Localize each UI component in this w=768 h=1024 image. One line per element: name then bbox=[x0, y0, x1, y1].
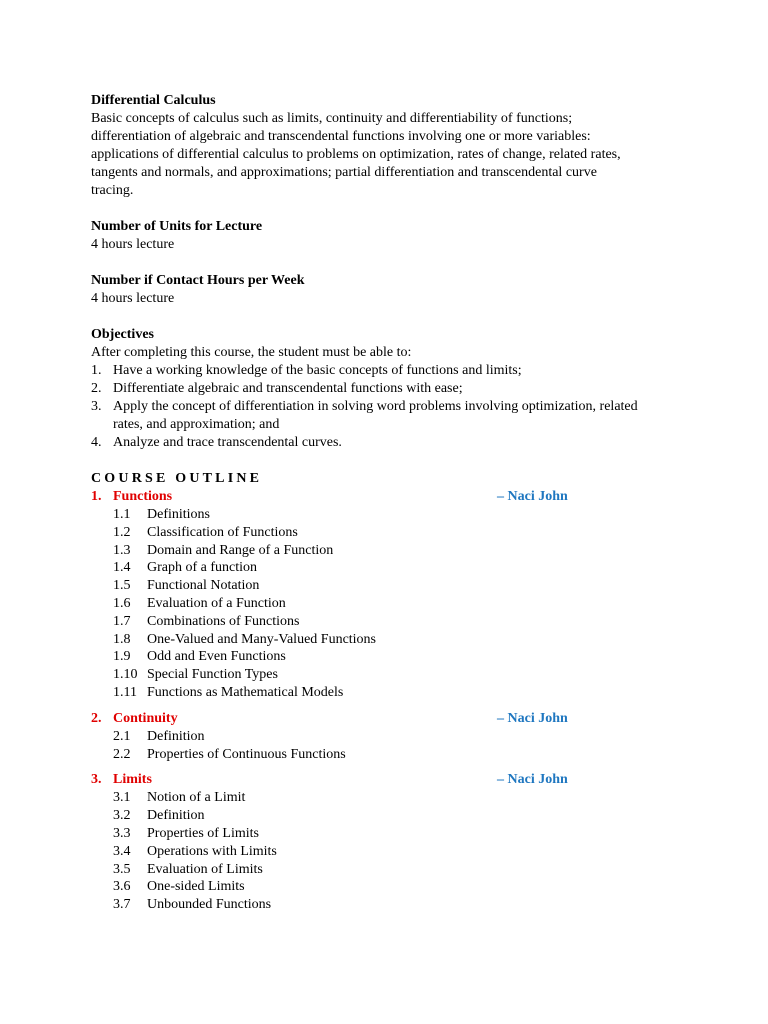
objectives-heading: Objectives bbox=[91, 327, 154, 342]
section-author: – Naci John bbox=[497, 710, 568, 726]
topic-item bbox=[91, 728, 691, 746]
objective-number: 3. bbox=[91, 399, 102, 414]
topic-name: Notion of a Limit bbox=[147, 790, 246, 806]
topic-number: 1.9 bbox=[113, 649, 131, 665]
contact-hours-heading: Number if Contact Hours per Week bbox=[91, 273, 305, 288]
topic-item bbox=[91, 861, 691, 879]
section-author: – Naci John bbox=[497, 772, 568, 788]
objective-text: Differentiate algebraic and transcendental functions with ease; bbox=[113, 381, 463, 396]
topic-number: 1.6 bbox=[113, 595, 131, 611]
description-line: Basic concepts of calculus such as limits, continuity and differentiability of functions; bbox=[91, 111, 573, 126]
topic-number: 1.4 bbox=[113, 560, 131, 576]
topic-number: 1.5 bbox=[113, 578, 131, 594]
topic-list bbox=[91, 789, 691, 914]
topic-number: 1.7 bbox=[113, 613, 131, 629]
objectives-section bbox=[91, 326, 691, 452]
section-number: 1. bbox=[91, 489, 102, 504]
section-header bbox=[91, 488, 691, 506]
topic-item bbox=[91, 684, 691, 702]
objective-item bbox=[91, 398, 691, 434]
outline-section bbox=[91, 710, 691, 764]
topic-number: 2.1 bbox=[113, 728, 131, 744]
topic-number: 3.2 bbox=[113, 808, 131, 824]
topic-name: Functions as Mathematical Models bbox=[147, 684, 344, 700]
topic-item bbox=[91, 577, 691, 595]
topic-name: Odd and Even Functions bbox=[147, 649, 286, 665]
topic-item bbox=[91, 595, 691, 613]
topic-number: 3.3 bbox=[113, 825, 131, 841]
topic-name: One-sided Limits bbox=[147, 879, 245, 895]
topic-item bbox=[91, 559, 691, 577]
topic-item bbox=[91, 648, 691, 666]
syllabus-page bbox=[91, 92, 691, 922]
topic-item bbox=[91, 789, 691, 807]
objective-text: Analyze and trace transcendental curves. bbox=[113, 435, 342, 450]
topic-item bbox=[91, 613, 691, 631]
objective-text: Apply the concept of differentiation in solving word problems involving optimization, related bbox=[113, 399, 638, 414]
topic-list bbox=[91, 728, 691, 764]
topic-item bbox=[91, 825, 691, 843]
section-header bbox=[91, 710, 691, 728]
topic-number: 3.6 bbox=[113, 879, 131, 895]
objective-item bbox=[91, 380, 691, 398]
topic-item bbox=[91, 878, 691, 896]
topic-name: One-Valued and Many-Valued Functions bbox=[147, 631, 377, 647]
units-heading: Number of Units for Lecture bbox=[91, 219, 263, 234]
topic-number: 2.2 bbox=[113, 746, 131, 762]
objectives-lead: After completing this course, the student must be able to: bbox=[91, 345, 412, 360]
topic-name: Properties of Limits bbox=[147, 825, 259, 841]
section-author: – Naci John bbox=[497, 489, 568, 504]
objective-number: 2. bbox=[91, 381, 102, 396]
topic-name: Evaluation of a Function bbox=[147, 595, 286, 611]
section-header bbox=[91, 771, 691, 789]
topic-number: 1.10 bbox=[113, 667, 138, 683]
topic-name: Domain and Range of a Function bbox=[147, 542, 334, 558]
description-line: differentiation of algebraic and transcendental functions involving one or more variables: bbox=[91, 129, 591, 144]
topic-item bbox=[91, 506, 691, 524]
course-description bbox=[91, 92, 691, 200]
outline-sections bbox=[91, 488, 691, 914]
topic-name: Classification of Functions bbox=[147, 524, 298, 540]
topic-item bbox=[91, 542, 691, 560]
outline-section bbox=[91, 488, 691, 702]
section-title: Limits bbox=[113, 772, 152, 788]
topic-number: 3.1 bbox=[113, 790, 131, 806]
objective-number: 1. bbox=[91, 363, 102, 378]
objective-text: Have a working knowledge of the basic concepts of functions and limits; bbox=[113, 363, 522, 378]
topic-item bbox=[91, 666, 691, 684]
topic-name: Combinations of Functions bbox=[147, 613, 300, 629]
topic-number: 3.4 bbox=[113, 843, 131, 859]
topic-name: Functional Notation bbox=[147, 578, 260, 594]
topic-number: 1.11 bbox=[113, 684, 137, 700]
course-title: Differential Calculus bbox=[91, 93, 216, 108]
section-number: 3. bbox=[91, 772, 102, 788]
description-line: tracing. bbox=[91, 183, 134, 198]
topic-name: Evaluation of Limits bbox=[147, 861, 263, 877]
topic-number: 1.2 bbox=[113, 524, 131, 540]
topic-name: Unbounded Functions bbox=[147, 897, 272, 913]
topic-item bbox=[91, 746, 691, 764]
topic-number: 1.8 bbox=[113, 631, 131, 647]
topic-number: 1.1 bbox=[113, 507, 131, 522]
outline-title: COURSE OUTLINE bbox=[91, 471, 263, 486]
topic-list bbox=[91, 506, 691, 702]
section-number: 2. bbox=[91, 710, 102, 726]
topic-item bbox=[91, 843, 691, 861]
objective-number: 4. bbox=[91, 435, 102, 450]
description-line: tangents and normals, and approximations; partial differentiation and transcendental curve bbox=[91, 165, 597, 180]
units-section bbox=[91, 218, 691, 254]
topic-number: 3.5 bbox=[113, 861, 131, 877]
description-line: applications of differential calculus to problems on optimization, rates of change, related rates, bbox=[91, 147, 621, 162]
topic-name: Definitions bbox=[147, 507, 210, 522]
objectives-list bbox=[91, 362, 691, 452]
topic-name: Operations with Limits bbox=[147, 843, 277, 859]
topic-item bbox=[91, 524, 691, 542]
contact-hours-section bbox=[91, 272, 691, 308]
topic-number: 3.7 bbox=[113, 897, 131, 913]
units-value: 4 hours lecture bbox=[91, 237, 175, 252]
objective-item bbox=[91, 362, 691, 380]
topic-name: Graph of a function bbox=[147, 560, 258, 576]
topic-name: Definition bbox=[147, 808, 205, 824]
course-outline bbox=[91, 470, 691, 914]
topic-name: Special Function Types bbox=[147, 667, 278, 683]
topic-item bbox=[91, 807, 691, 825]
section-title: Continuity bbox=[113, 710, 178, 726]
outline-section bbox=[91, 771, 691, 914]
topic-name: Definition bbox=[147, 728, 205, 744]
topic-number: 1.3 bbox=[113, 542, 131, 558]
objective-text: rates, and approximation; and bbox=[113, 417, 280, 432]
topic-item bbox=[91, 631, 691, 649]
topic-item bbox=[91, 896, 691, 914]
section-title: Functions bbox=[113, 489, 173, 504]
topic-name: Properties of Continuous Functions bbox=[147, 746, 346, 762]
objective-item bbox=[91, 434, 691, 452]
contact-hours-value: 4 hours lecture bbox=[91, 291, 175, 306]
